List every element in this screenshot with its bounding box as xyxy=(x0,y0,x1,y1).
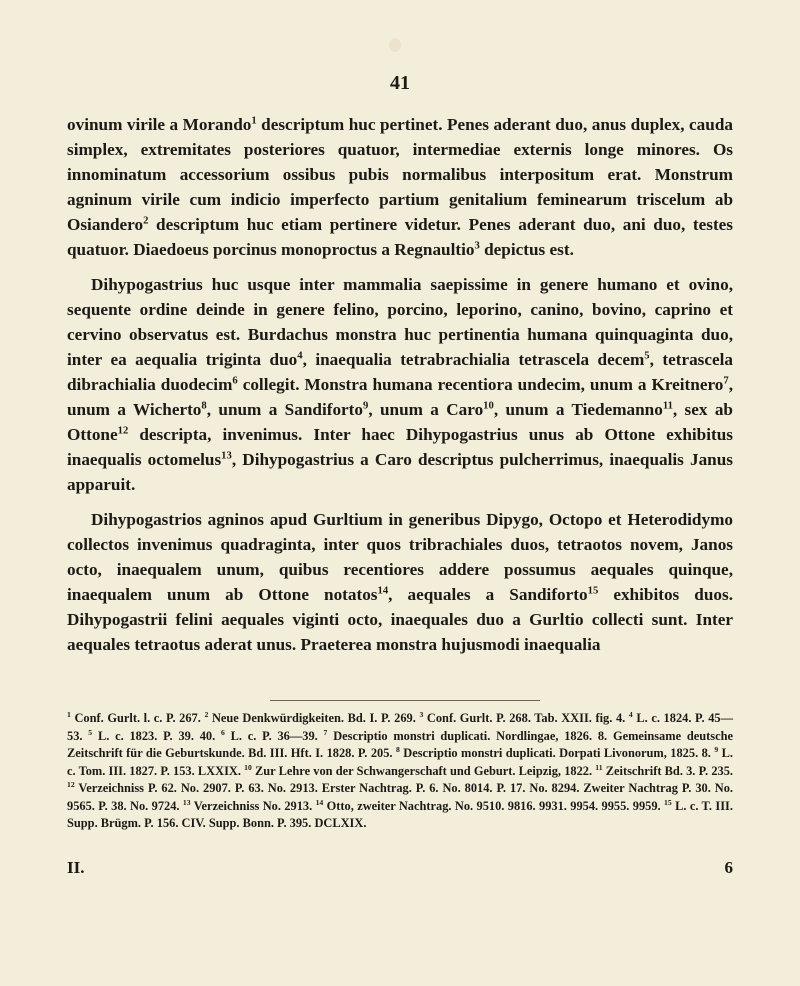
footnote-number: 12 xyxy=(67,779,75,789)
footnotes xyxy=(67,710,733,833)
footnote-ref: 4 xyxy=(297,350,303,362)
paragraph-text: descriptum huc etiam pertinere videtur. Penes aderant duo, ani duo, testes quatuor. Diaedoeus porcinus monoproctus a Regnaultio xyxy=(67,215,733,259)
footnote-ref: 6 xyxy=(232,375,238,387)
paragraph-text: depictus est. xyxy=(479,240,574,259)
footnote-text: Descriptio monstri duplicati. Nordlingae, 1826. 8. Gemeinsame deutsche Zeitschrift für die Geburtskunde. Bd. III. Hft. I. 1828. P. 205. xyxy=(67,728,733,760)
paragraph-text: , unum a Wicherto xyxy=(67,375,733,419)
footnote-number: 8 xyxy=(395,744,400,754)
paragraph-text: , inaequalia tetrabrachialia tetrascela decem xyxy=(302,350,645,369)
footnote-ref: 5 xyxy=(644,350,650,362)
main-text xyxy=(67,112,733,657)
paragraph-text: Dihypogastrius huc usque inter mammalia saepissime in genere humano et ovino, sequente ordine deinde in genere felino, porcino, leporino, canino, bovino, caprino et cervino observatus est. Burdachus monstra huc pertinentia humana quinquaginta duo, inter ea aequalia triginta duo xyxy=(67,275,733,369)
footnote-ref: 13 xyxy=(221,450,232,462)
footnote xyxy=(316,799,661,813)
footnote-number: 14 xyxy=(315,797,324,807)
footnote-text: Otto, zweiter Nachtrag. No. 9510. 9816. 9931. 9954. 9955. 9959. xyxy=(326,798,661,813)
paragraph xyxy=(67,112,733,262)
footnote-text: L. c. P. 36—39. xyxy=(230,728,318,743)
footnote-ref: 2 xyxy=(143,215,149,227)
footnote-number: 7 xyxy=(323,727,328,737)
gathering-number: 6 xyxy=(724,858,733,877)
footnote-text: L. c. Tom. III. 1827. P. 153. LXXIX. xyxy=(67,746,733,778)
footnote-ref: 15 xyxy=(587,585,599,597)
footnote-number: 11 xyxy=(595,762,603,772)
paragraph-text: ovinum virile a Morando xyxy=(67,115,252,134)
paragraph-text: , Dihypogastrius a Caro descriptus pulcherrimus, inaequalis Janus apparuit. xyxy=(67,450,733,494)
footnote xyxy=(244,764,592,778)
footnote-number: 2 xyxy=(204,709,209,719)
footnote-number: 15 xyxy=(664,797,672,807)
footnote-ref: 3 xyxy=(474,240,480,252)
signature-mark: II. xyxy=(67,858,85,877)
footnote-ref: 10 xyxy=(483,400,494,412)
footnote-number: 1 xyxy=(67,709,71,719)
footnote-ref: 9 xyxy=(362,400,369,412)
paragraph-text: , tetrascela dibrachialia duodecim xyxy=(67,350,733,394)
footnote xyxy=(204,711,415,725)
footnote-text: Verzeichniss No. 2913. xyxy=(193,798,313,813)
paragraph-text: , aequales a Sandiforto xyxy=(388,585,588,604)
footnote-divider xyxy=(270,700,540,701)
footnote xyxy=(419,711,625,725)
footnote xyxy=(67,711,201,725)
footnote-ref: 7 xyxy=(723,375,729,387)
footnote-number: 4 xyxy=(628,709,633,719)
footnote-text: Neue Denkwürdigkeiten. Bd. I. P. 269. xyxy=(211,711,416,725)
paragraph-text: descriptum huc pertinet. Penes aderant duo, anus duplex, cauda simplex, extremitates posteriores quatuor, intermediae externis longe minores. Os innominatum accessorium ossibus pubis normalibus interpositum erat. Monstrum agninum virile cum indicio imperfecto partium genitalium feminearum triscelum ab Osiandero xyxy=(67,115,733,234)
paragraph-text: collegit. Monstra humana recentiora undecim, unum a Kreitnero xyxy=(237,375,724,394)
footnote-text: Zur Lehre von der Schwangerschaft und Geburt. Leipzig, 1822. xyxy=(255,763,593,778)
footnote-number: 10 xyxy=(244,762,252,772)
footnote-ref: 12 xyxy=(117,425,129,437)
footnote-ref: 8 xyxy=(201,400,207,412)
footnote xyxy=(595,764,733,778)
footnote-text: Zeitschrift Bd. 3. P. 235. xyxy=(605,763,733,778)
footnote-text: L. c. 1824. P. 45—53. xyxy=(67,711,733,743)
footnote-number: 6 xyxy=(221,727,225,737)
paragraph-text: exhibitos duos. Dihypogastrii felini aequales viginti octo, inaequales duo a Gurltio collecti sunt. Inter aequales tetraotus aderat unus. Praeterea monstra hujusmodi inaequalia xyxy=(67,585,734,654)
footnote xyxy=(183,799,312,813)
paragraph-text: , unum a Caro xyxy=(368,400,484,419)
footnote xyxy=(221,729,318,743)
footnote-number: 5 xyxy=(88,727,93,737)
footnote-number: 9 xyxy=(714,744,719,754)
footnote xyxy=(396,746,711,760)
footnote-text: Descriptio monstri duplicati. Dorpati Livonorum, 1825. 8. xyxy=(403,746,711,760)
footnote-number: 3 xyxy=(419,709,424,719)
paragraph-text: , unum a Tiedemanno xyxy=(493,400,663,419)
page-number: 41 xyxy=(390,72,410,94)
footnote-ref: 11 xyxy=(662,400,673,412)
paragraph xyxy=(67,507,733,657)
footnote-ref: 1 xyxy=(251,115,257,127)
footnote-number: 13 xyxy=(182,797,191,807)
paragraph-text: descripta, invenimus. Inter haec Dihypogastrius unus ab Ottone exhibitus inaequalis octomelus xyxy=(67,425,733,469)
paragraph-text: , unum a Sandiforto xyxy=(206,400,363,419)
footnote-text: Conf. Gurlt. l. c. P. 267. xyxy=(74,711,201,725)
footnote-text: L. c. T. III. Supp. Brügm. P. 156. CIV. Supp. Bonn. P. 395. DCLXIX. xyxy=(67,798,733,830)
footnote-text: L. c. 1823. P. 39. 40. xyxy=(97,728,216,743)
footnote-text: Conf. Gurlt. P. 268. Tab. XXII. fig. 4. xyxy=(426,711,626,725)
paragraph-text: Dihypogastrios agninos apud Gurltium in generibus Dipygo, Octopo et Heterodidymo collectos invenimus quadraginta, inter quos tribrachiales duos, tetraotos novem, Janos octo, inaequalem unum, quibus recentiores addere possumus aequales quinque, inaequalem unum ab Ottone notatos xyxy=(67,510,733,604)
paper-stain xyxy=(389,38,401,52)
footnote xyxy=(88,729,215,743)
footnote-ref: 14 xyxy=(377,585,389,597)
footnote-text: Verzeichniss P. 62. No. 2907. P. 63. No. 2913. Erster Nachtrag. P. 6. No. 8014. P. 17. No. 8294. Zweiter Nachtrag P. 30. No. 9565. P. 38. No. 9724. xyxy=(67,781,733,813)
paragraph-text: , sex ab Ottone xyxy=(67,400,733,444)
paragraph xyxy=(67,272,733,497)
